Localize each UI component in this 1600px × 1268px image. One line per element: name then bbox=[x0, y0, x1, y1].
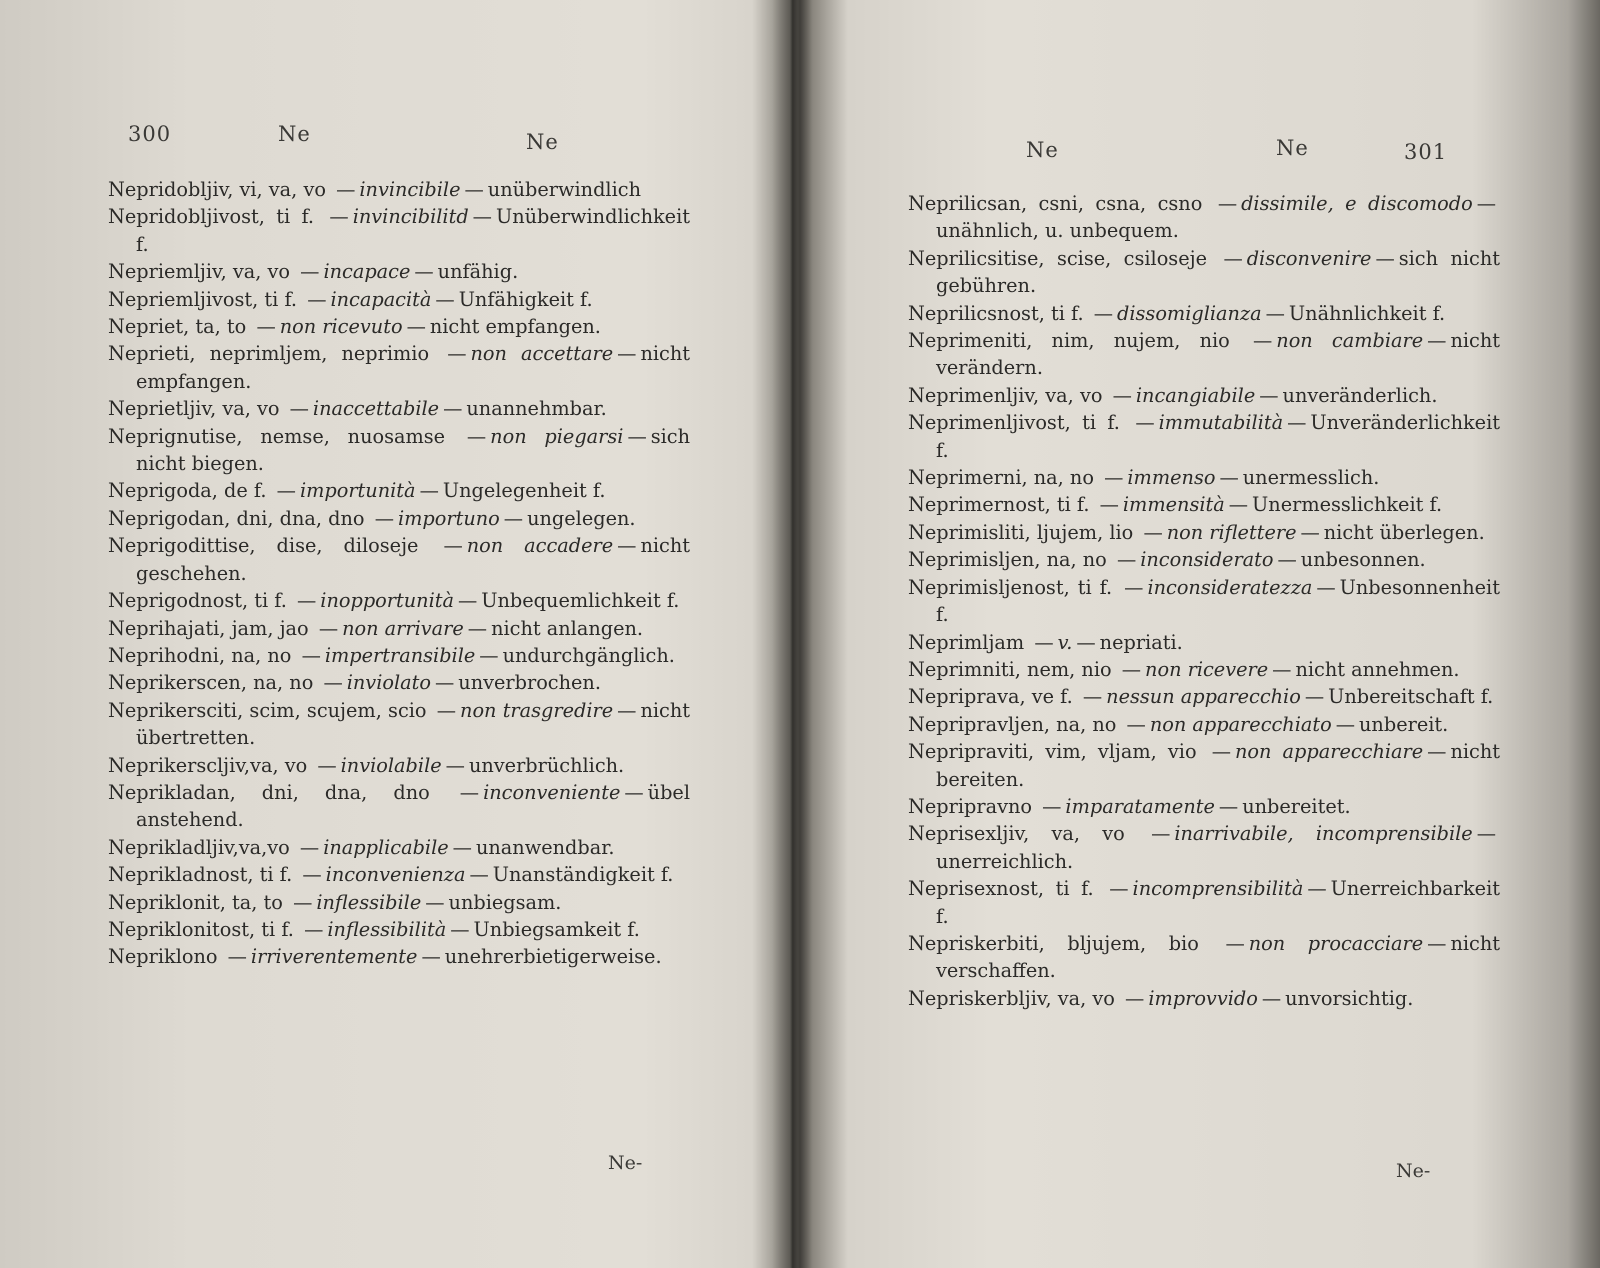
dictionary-entry bbox=[908, 738, 1500, 793]
german-gloss: Unähnlichkeit f. bbox=[1288, 301, 1446, 325]
dictionary-entry bbox=[108, 423, 690, 478]
dash: — bbox=[1316, 575, 1336, 599]
headword: Neprimerni, na, no bbox=[908, 466, 1094, 490]
dash: — bbox=[1211, 740, 1231, 764]
italian-gloss: invincibilitd bbox=[352, 205, 469, 229]
dash: — bbox=[1307, 877, 1327, 901]
catchword: Ne- bbox=[608, 1152, 643, 1174]
dash: — bbox=[1427, 740, 1447, 764]
dash: — bbox=[1476, 822, 1496, 846]
dash: — bbox=[323, 671, 343, 695]
german-gloss: unvorsichtig. bbox=[1285, 986, 1414, 1010]
dash: — bbox=[406, 315, 426, 339]
italian-gloss: inconsideratezza bbox=[1147, 575, 1313, 599]
headword: Nepriet, ta, to bbox=[108, 315, 247, 339]
dash: — bbox=[414, 260, 434, 284]
dash: — bbox=[435, 287, 455, 311]
headword: Neprilicsan, csni, csna, csno bbox=[908, 192, 1203, 215]
german-gloss: Unerreichbarkeit f. bbox=[936, 877, 1500, 928]
dash: — bbox=[617, 698, 637, 722]
italian-gloss: irriverentemente bbox=[250, 945, 418, 969]
dash: — bbox=[1112, 383, 1132, 407]
dictionary-entry bbox=[908, 574, 1500, 629]
italian-gloss: disconvenire bbox=[1246, 246, 1372, 270]
german-gloss: nicht empfangen. bbox=[429, 315, 601, 339]
headword: Neprigodnost, ti f. bbox=[108, 589, 287, 613]
dash: — bbox=[1121, 657, 1142, 681]
dash: — bbox=[1076, 630, 1096, 654]
headword: Neprimljam bbox=[908, 630, 1025, 654]
dash: — bbox=[443, 397, 463, 421]
headword: Neprikladan, dni, dna, dno bbox=[108, 780, 430, 804]
italian-gloss: inconveniente bbox=[483, 780, 621, 804]
dictionary-entry bbox=[108, 532, 690, 587]
left-page bbox=[0, 0, 790, 1268]
dash: — bbox=[459, 780, 480, 804]
german-gloss: unveränderlich. bbox=[1282, 383, 1438, 407]
dash: — bbox=[1034, 630, 1054, 654]
dash: — bbox=[374, 506, 394, 530]
italian-gloss: non accettare bbox=[470, 342, 614, 366]
dash: — bbox=[293, 890, 313, 914]
dictionary-entry bbox=[908, 190, 1500, 245]
dash: — bbox=[464, 178, 484, 201]
dash: — bbox=[1082, 685, 1103, 709]
german-gloss: nicht verschaffen. bbox=[936, 931, 1500, 983]
running-head-right: Ne bbox=[526, 130, 559, 154]
headword: Neprimenljivost, ti f. bbox=[908, 411, 1120, 435]
headword: Neprilicsitise, scise, csiloseje bbox=[908, 246, 1208, 270]
dictionary-entry bbox=[908, 327, 1500, 382]
dictionary-entry bbox=[108, 395, 690, 422]
italian-gloss: non riflettere bbox=[1166, 520, 1297, 544]
dash: — bbox=[1223, 246, 1243, 270]
dash: — bbox=[302, 863, 322, 887]
dictionary-entry bbox=[908, 985, 1500, 1012]
italian-gloss: non apparecchiare bbox=[1235, 740, 1424, 764]
dictionary-entry bbox=[108, 834, 690, 861]
dash: — bbox=[304, 917, 324, 941]
dash: — bbox=[467, 616, 488, 640]
dash: — bbox=[466, 424, 487, 448]
dictionary-entry bbox=[108, 340, 690, 395]
german-gloss: nicht anlangen. bbox=[491, 616, 644, 640]
headword: Nepriemljiv, va, vo bbox=[108, 260, 291, 284]
headword: Neprikladljiv,va,vo bbox=[108, 835, 290, 859]
italian-gloss: non accadere bbox=[466, 534, 614, 558]
dictionary-entry bbox=[108, 587, 690, 614]
german-gloss: unüberwindlich bbox=[487, 178, 641, 201]
dash: — bbox=[469, 863, 489, 887]
italian-gloss: non procacciare bbox=[1248, 931, 1424, 955]
headword: Neprilicsnost, ti f. bbox=[908, 301, 1084, 325]
headword: Neprikladnost, ti f. bbox=[108, 863, 293, 887]
german-gloss: nicht empfangen. bbox=[136, 342, 690, 393]
dictionary-entry bbox=[108, 642, 690, 669]
german-gloss: nicht geschehen. bbox=[136, 534, 690, 585]
dash: — bbox=[503, 506, 524, 530]
german-gloss: Unbesonnenheit f. bbox=[936, 575, 1500, 627]
dash: — bbox=[419, 479, 439, 503]
german-gloss: ungelegen. bbox=[527, 506, 636, 530]
dictionary-entry bbox=[908, 683, 1500, 710]
headword: Nepriskerbljiv, va, vo bbox=[908, 986, 1115, 1010]
german-gloss: Unbereitschaft f. bbox=[1328, 685, 1494, 709]
dash: — bbox=[447, 342, 467, 366]
dash: — bbox=[1124, 575, 1144, 599]
dash: — bbox=[472, 205, 492, 229]
german-gloss: unermesslich. bbox=[1242, 466, 1380, 490]
dash: — bbox=[317, 753, 337, 777]
german-gloss: unbesonnen. bbox=[1300, 548, 1426, 572]
dictionary-entry bbox=[908, 519, 1500, 546]
dash: — bbox=[435, 671, 455, 695]
dash: — bbox=[256, 315, 276, 339]
german-gloss: Unbiegsamkeit f. bbox=[473, 917, 640, 941]
headword: Neprieti, neprimljem, neprimio bbox=[108, 342, 430, 366]
headword: Neprisexnost, ti f. bbox=[908, 877, 1094, 901]
dash: — bbox=[289, 397, 309, 421]
dash: — bbox=[457, 589, 478, 613]
headword: Neprimisljenost, ti f. bbox=[908, 575, 1113, 599]
headword: Nepridobljiv, vi, va, vo bbox=[108, 178, 326, 201]
dash: — bbox=[425, 890, 445, 914]
headword: Neprimeniti, nim, nujem, nio bbox=[908, 329, 1230, 353]
dash: — bbox=[276, 479, 296, 503]
dash: — bbox=[1126, 712, 1146, 736]
italian-gloss: inconvenienza bbox=[325, 863, 466, 887]
dictionary-entry bbox=[908, 546, 1500, 573]
dash: — bbox=[1135, 411, 1155, 435]
dash: — bbox=[421, 945, 441, 969]
dictionary-entry bbox=[108, 669, 690, 696]
headword: Nepripravljen, na, no bbox=[908, 712, 1117, 736]
headword: Nepridobljivost, ti f. bbox=[108, 205, 315, 229]
dash: — bbox=[1261, 986, 1282, 1010]
italian-gloss: improvvido bbox=[1148, 986, 1258, 1010]
dash: — bbox=[617, 534, 637, 558]
dictionary-entry bbox=[908, 820, 1500, 875]
italian-gloss: inapplicabile bbox=[323, 835, 449, 859]
dictionary-entry bbox=[908, 464, 1500, 491]
dash: — bbox=[1375, 246, 1395, 270]
dictionary-entry bbox=[108, 477, 690, 504]
german-gloss: unfähig. bbox=[437, 260, 519, 284]
italian-gloss: nessun apparecchio bbox=[1106, 685, 1301, 709]
dash: — bbox=[443, 534, 463, 558]
italian-gloss: non ricevere bbox=[1145, 657, 1269, 681]
headword: Neprietljiv, va, vo bbox=[108, 397, 280, 421]
dictionary-entry bbox=[108, 615, 690, 642]
italian-gloss: non piegarsi bbox=[490, 424, 624, 448]
german-gloss: Unfähigkeit f. bbox=[458, 287, 593, 311]
dash: — bbox=[1253, 329, 1273, 353]
dash: — bbox=[1287, 411, 1307, 435]
german-gloss: nepriati. bbox=[1099, 630, 1183, 654]
italian-gloss: inopportunità bbox=[320, 589, 454, 613]
headword: Neprihodni, na, no bbox=[108, 643, 292, 667]
dash: — bbox=[1104, 466, 1124, 490]
german-gloss: unbiegsam. bbox=[448, 890, 562, 914]
german-gloss: Unveränderlichkeit f. bbox=[936, 411, 1500, 462]
dictionary-entry bbox=[108, 313, 690, 340]
german-gloss: Unüberwindlichkeit f. bbox=[136, 205, 690, 256]
headword: Nepripraviti, vim, vljam, vio bbox=[908, 740, 1197, 764]
german-gloss: unverbrochen. bbox=[458, 671, 601, 695]
german-gloss: undurchgänglich. bbox=[502, 643, 675, 667]
headword: Neprimenljiv, va, vo bbox=[908, 383, 1103, 407]
dictionary-entry bbox=[908, 245, 1500, 300]
headword: Neprikerscen, na, no bbox=[108, 671, 314, 695]
italian-gloss: inflessibilità bbox=[327, 917, 447, 941]
dash: — bbox=[307, 287, 327, 311]
dictionary-entry bbox=[908, 491, 1500, 518]
headword: Neprimniti, nem, nio bbox=[908, 657, 1112, 681]
german-gloss: unehrerbietigerweise. bbox=[444, 945, 662, 969]
headword: Neprimernost, ti f. bbox=[908, 493, 1090, 517]
headword: Nepripravno bbox=[908, 794, 1032, 818]
italian-gloss: inarrivabile, incomprensibile bbox=[1174, 822, 1473, 846]
german-gloss: sich nicht gebühren. bbox=[936, 246, 1500, 298]
running-head-right: Ne bbox=[1276, 136, 1309, 160]
german-gloss: unbereitet. bbox=[1242, 794, 1351, 818]
dictionary-entry bbox=[108, 176, 690, 203]
dictionary-entry bbox=[108, 697, 690, 752]
dictionary-entry bbox=[108, 752, 690, 779]
dictionary-entry bbox=[908, 875, 1500, 930]
italian-gloss: non arrivare bbox=[342, 616, 464, 640]
dash: — bbox=[1116, 548, 1137, 572]
headword: Nepriskerbiti, bljujem, bio bbox=[908, 931, 1199, 955]
dash: — bbox=[436, 698, 457, 722]
dictionary-entry bbox=[908, 793, 1500, 820]
italian-gloss: non apparecchiato bbox=[1149, 712, 1332, 736]
dash: — bbox=[1259, 383, 1279, 407]
italian-gloss: importuno bbox=[397, 506, 500, 530]
italian-gloss: dissomiglianza bbox=[1117, 301, 1262, 325]
dictionary-entry bbox=[908, 629, 1500, 656]
italian-gloss: v. bbox=[1057, 630, 1073, 654]
dash: — bbox=[1335, 712, 1356, 736]
dash: — bbox=[445, 753, 465, 777]
dash: — bbox=[329, 205, 349, 229]
dash: — bbox=[450, 917, 470, 941]
dash: — bbox=[1042, 794, 1062, 818]
dash: — bbox=[1093, 301, 1114, 325]
page-number: 301 bbox=[1404, 140, 1448, 164]
catchword: Ne- bbox=[1396, 1160, 1431, 1182]
dash: — bbox=[1272, 657, 1292, 681]
italian-gloss: immensità bbox=[1122, 493, 1225, 517]
dash: — bbox=[1143, 520, 1163, 544]
dash: — bbox=[1277, 548, 1297, 572]
dash: — bbox=[299, 835, 320, 859]
headword: Neprigoda, de f. bbox=[108, 479, 267, 503]
dictionary-entry bbox=[108, 286, 690, 313]
italian-gloss: incapace bbox=[323, 260, 411, 284]
dash: — bbox=[624, 780, 644, 804]
german-gloss: nicht verändern. bbox=[936, 329, 1500, 380]
headword: Nepriklonitost, ti f. bbox=[108, 917, 294, 941]
headword: Nepriprava, ve f. bbox=[908, 685, 1073, 709]
dash: — bbox=[1151, 822, 1171, 846]
dash: — bbox=[1125, 986, 1145, 1010]
headword: Neprihajati, jam, jao bbox=[108, 616, 309, 640]
german-gloss: unanwendbar. bbox=[475, 835, 615, 859]
dash: — bbox=[301, 643, 321, 667]
dictionary-entry bbox=[908, 409, 1500, 464]
dash: — bbox=[1219, 466, 1239, 490]
german-gloss: nicht übertretten. bbox=[136, 698, 690, 750]
italian-gloss: inconsiderato bbox=[1140, 548, 1274, 572]
dictionary-entry bbox=[108, 779, 690, 834]
dictionary-entry bbox=[908, 711, 1500, 738]
dictionary-entry bbox=[108, 943, 690, 970]
italian-gloss: inviolato bbox=[346, 671, 431, 695]
italian-gloss: immenso bbox=[1127, 466, 1216, 490]
italian-gloss: inviolabile bbox=[340, 753, 442, 777]
german-gloss: übel anstehend. bbox=[136, 780, 690, 832]
italian-gloss: non trasgredire bbox=[460, 698, 614, 722]
dash: — bbox=[227, 945, 247, 969]
headword: Neprigodittise, dise, diloseje bbox=[108, 534, 419, 558]
dash: — bbox=[1109, 877, 1129, 901]
dash: — bbox=[297, 589, 317, 613]
headword: Neprimisljen, na, no bbox=[908, 548, 1107, 572]
dictionary-entry bbox=[908, 930, 1500, 985]
dash: — bbox=[1427, 329, 1447, 353]
italian-gloss: non cambiare bbox=[1276, 329, 1424, 353]
dictionary-entry bbox=[108, 916, 690, 943]
headword: Nepriklonit, ta, to bbox=[108, 890, 283, 914]
italian-gloss: incangiabile bbox=[1135, 383, 1256, 407]
headword: Neprikersciti, scim, scujem, scio bbox=[108, 698, 427, 722]
italian-gloss: inflessibile bbox=[316, 890, 422, 914]
entry-list bbox=[908, 190, 1500, 1012]
headword: Neprignutise, nemse, nuosamse bbox=[108, 424, 446, 448]
dictionary-entry bbox=[108, 861, 690, 888]
german-gloss: unverbrüchlich. bbox=[468, 753, 625, 777]
italian-gloss: non ricevuto bbox=[279, 315, 403, 339]
dash: — bbox=[1225, 931, 1245, 955]
dash: — bbox=[1476, 192, 1496, 215]
italian-gloss: imparatamente bbox=[1065, 794, 1215, 818]
dash: — bbox=[300, 260, 320, 284]
german-gloss: Unbequemlichkeit f. bbox=[481, 589, 680, 613]
german-gloss: nicht überlegen. bbox=[1323, 520, 1485, 544]
german-gloss: unerreichlich. bbox=[936, 849, 1074, 873]
dash: — bbox=[318, 616, 339, 640]
italian-gloss: incapacità bbox=[330, 287, 432, 311]
headword: Nepriklono bbox=[108, 945, 218, 969]
dictionary-entry bbox=[108, 203, 690, 258]
dash: — bbox=[1228, 493, 1249, 517]
running-head-left: Ne bbox=[278, 122, 311, 146]
dash: — bbox=[617, 342, 637, 366]
italian-gloss: importunità bbox=[299, 479, 416, 503]
dictionary-entry bbox=[908, 300, 1500, 327]
dictionary-entry bbox=[108, 505, 690, 532]
german-gloss: nicht bereiten. bbox=[936, 740, 1501, 791]
dash: — bbox=[627, 424, 647, 448]
dash: — bbox=[1265, 301, 1285, 325]
dash: — bbox=[1218, 794, 1239, 818]
italian-gloss: dissimile, e discomodo bbox=[1241, 192, 1473, 215]
german-gloss: nicht annehmen. bbox=[1295, 657, 1460, 681]
dictionary-entry bbox=[908, 382, 1500, 409]
dash: — bbox=[1099, 493, 1119, 517]
dictionary-entry bbox=[108, 258, 690, 285]
dash: — bbox=[452, 835, 472, 859]
running-head-left: Ne bbox=[1026, 138, 1059, 162]
dash: — bbox=[1300, 520, 1320, 544]
dash: — bbox=[1304, 685, 1325, 709]
dash: — bbox=[1217, 192, 1238, 215]
italian-gloss: incomprensibilità bbox=[1132, 877, 1304, 901]
dictionary-entry bbox=[108, 889, 690, 916]
german-gloss: unähnlich, u. unbequem. bbox=[936, 219, 1179, 243]
dictionary-entry bbox=[908, 656, 1500, 683]
german-gloss: unannehmbar. bbox=[466, 397, 607, 421]
german-gloss: Ungelegenheit f. bbox=[442, 479, 606, 503]
italian-gloss: invincibile bbox=[359, 178, 461, 201]
italian-gloss: immutabilità bbox=[1158, 411, 1284, 435]
headword: Neprimisliti, ljujem, lio bbox=[908, 520, 1134, 544]
german-gloss: Unanständigkeit f. bbox=[492, 863, 674, 887]
page-number: 300 bbox=[128, 122, 172, 146]
german-gloss: Unermesslichkeit f. bbox=[1252, 493, 1443, 517]
headword: Neprisexljiv, va, vo bbox=[908, 822, 1125, 846]
entry-list bbox=[108, 176, 690, 971]
italian-gloss: inaccettabile bbox=[312, 397, 440, 421]
dash: — bbox=[479, 643, 499, 667]
headword: Neprikerscljiv,va, vo bbox=[108, 753, 308, 777]
german-gloss: sich nicht biegen. bbox=[136, 424, 691, 476]
headword: Nepriemljivost, ti f. bbox=[108, 287, 298, 311]
dash: — bbox=[1427, 931, 1447, 955]
dash: — bbox=[336, 178, 356, 201]
italian-gloss: impertransibile bbox=[324, 643, 476, 667]
german-gloss: unbereit. bbox=[1359, 712, 1449, 736]
right-page bbox=[800, 0, 1600, 1268]
headword: Neprigodan, dni, dna, dno bbox=[108, 506, 365, 530]
